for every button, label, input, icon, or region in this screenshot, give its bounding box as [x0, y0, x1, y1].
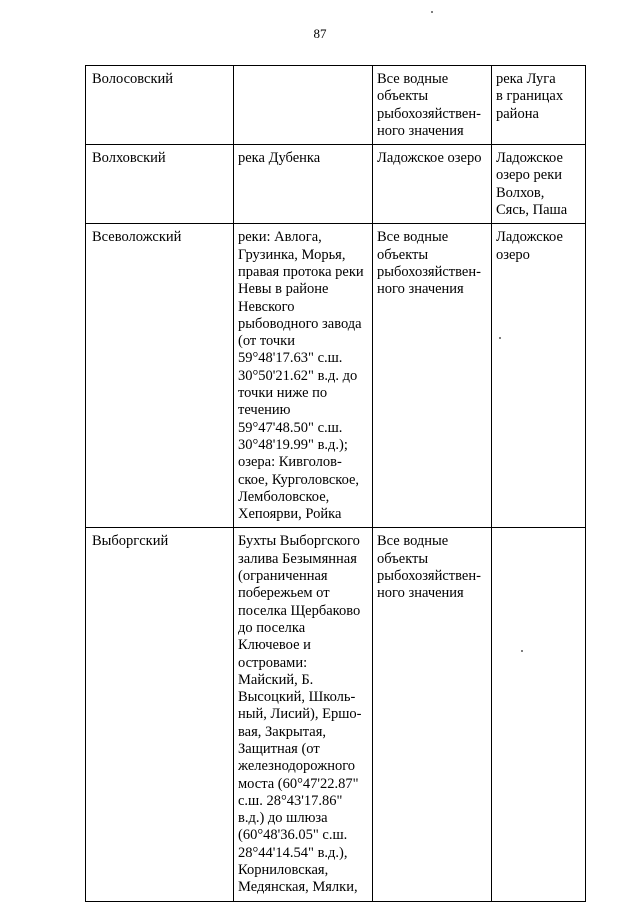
table-cell	[492, 528, 586, 901]
scan-speck	[521, 650, 523, 652]
table-cell	[492, 224, 586, 528]
table-row	[86, 224, 586, 528]
district-name: Волховский	[92, 150, 166, 167]
district-cell	[86, 224, 234, 528]
cell-text: Все водные объекты рыбохозяйствен- ного значения	[377, 71, 481, 139]
district-cell	[86, 66, 234, 145]
scan-speck	[499, 337, 501, 339]
table-cell	[373, 224, 492, 528]
district-name: Всеволожский	[92, 229, 182, 246]
cell-text: Ладожское озеро	[377, 150, 482, 167]
table-cell	[234, 145, 373, 224]
district-cell	[86, 528, 234, 901]
table-row	[86, 145, 586, 224]
table-cell	[234, 224, 373, 528]
district-cell	[86, 145, 234, 224]
page-number: 87	[313, 26, 327, 41]
cell-text: Все водные объекты рыбохозяйствен- ного значения	[377, 533, 481, 602]
table-cell	[373, 528, 492, 901]
table-cell	[492, 66, 586, 145]
cell-text: река Дубенка	[238, 150, 321, 167]
district-name: Волосовский	[92, 71, 174, 87]
table-cell	[492, 145, 586, 224]
cell-text: Ладожское озеро реки Волхов, Сясь, Паша	[496, 150, 568, 219]
table-cell	[234, 528, 373, 901]
table-row	[86, 528, 586, 901]
water-bodies-table	[85, 65, 586, 902]
district-name: Выборгский	[92, 533, 169, 550]
cell-text: река Луга в границах района	[496, 71, 564, 122]
table-cell	[373, 145, 492, 224]
cell-text: реки: Авлога, Грузинка, Морья, правая протока реки Невы в районе Невского рыбоводного завода (от точки 59°48'17.63" с.ш. 30°50'21.62" в.д. до точки ниже по течению 59°47'48.50" с.ш. 30°48'19.99" в.д.); озера: Кивголов- ское, Курголовское, Лемболовское, Хепоярви, Ройка	[238, 229, 364, 523]
table-cell	[373, 66, 492, 145]
scan-speck	[431, 11, 433, 13]
cell-text: Все водные объекты рыбохозяйствен- ного значения	[377, 229, 481, 298]
table-row	[86, 66, 586, 145]
cell-text: Бухты Выборгского залива Безымянная (ограниченная побережьем от поселка Щербаково до поселка Ключевое и островами: Майский, Б. Высоцкий, Школь- ный, Лисий), Ершо- вая, Закрытая, Защитная (от железнодорожного моста (60°47'22.87" с.ш. 28°43'17.86" в.д.) до шлюза (60°48'36.05" с.ш. 28°44'14.54" в.д.), Корниловская, Медянская, Мялки,	[238, 533, 362, 896]
cell-text: Ладожское озеро	[496, 229, 563, 263]
table-cell	[234, 66, 373, 145]
